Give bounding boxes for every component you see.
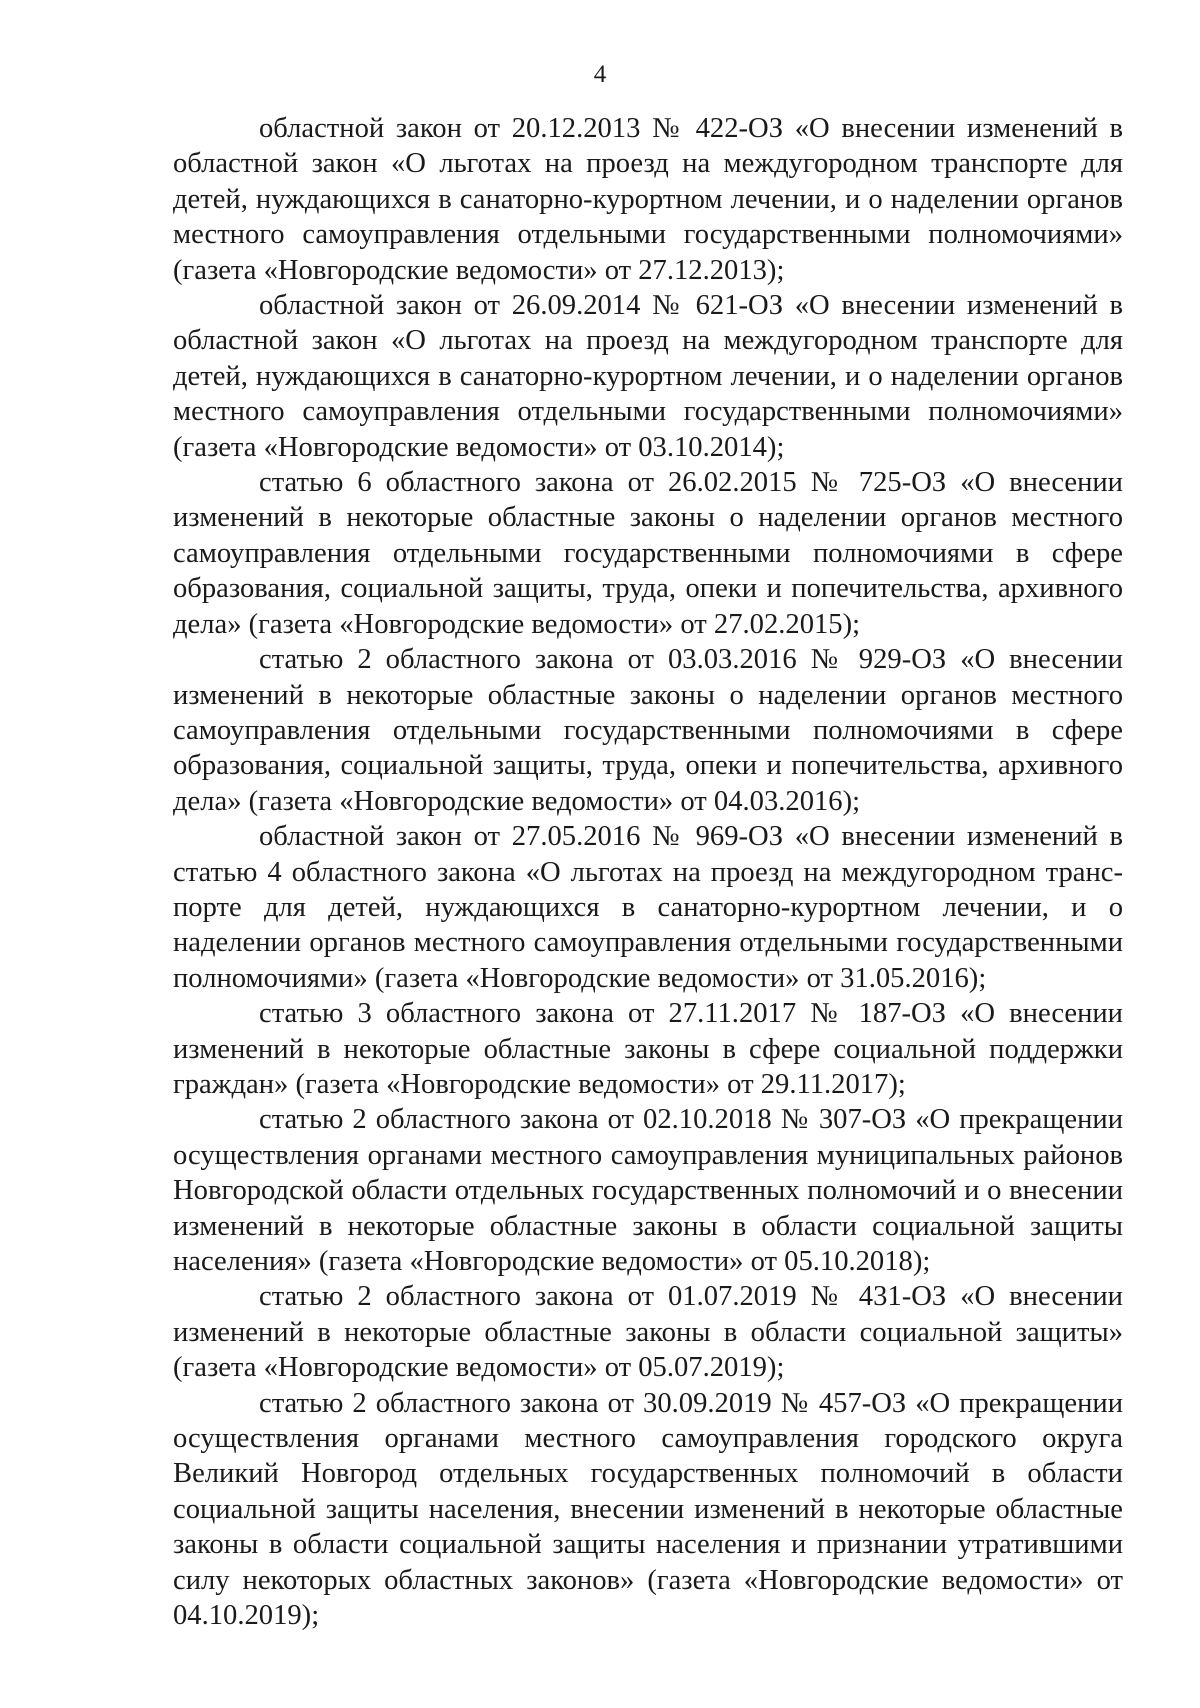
paragraph-law-307-oz: статью 2 областного закона от 02.10.2018 № 307-ОЗ «О прекращении осуществления органами местного самоуправления муниципальных районов Новгородской области отдельных государственных полномочий и о внесении изменений в некоторые областные законы в области социальной защиты населения» (газета «Новгородские ведомости» от 05.10.2018); xyxy=(173,1104,1123,1277)
paragraph-law-187-oz: статью 3 областного закона от 27.11.2017 № 187-ОЗ «О внесении изменений в некоторые областные законы в сфере социальной поддержки граждан» (газета «Новгородские ведомости» от 29.11.2017); xyxy=(173,998,1123,1100)
paragraph-law-929-oz: статью 2 областного закона от 03.03.2016 № 929-ОЗ «О внесении изменений в некоторые областные законы о наделении органов местного самоуправления отдельными государственными полномочиями в сфере образования, социальной защиты, труда, опеки и попечительства, архивного дела» (газета «Новгородские ведомости» от 04.03.2016); xyxy=(173,644,1123,817)
paragraph-law-725-oz: статью 6 областного закона от 26.02.2015 № 725-ОЗ «О внесении изменений в некоторые областные законы о наделении органов местного самоуправления отдельными государственными полномочиями в сфере образования, социальной защиты, труда, опеки и попечительства, архивного дела» (газета «Новгородские ведомости» от 27.02.2015); xyxy=(173,467,1123,640)
page-number: 4 xyxy=(593,61,607,88)
paragraph-law-621-oz: областной закон от 26.09.2014 № 621-ОЗ «О внесении изменений в областной закон «О льготах на проезд на междугородном транспорте для детей, нуждающихся в санаторно-курортном лечении, и о наделении органов местного самоуправления отдельными государственными полномочиями» (газета «Новгородские ведомости» от 03.10.2014); xyxy=(173,290,1123,463)
paragraph-law-969-oz: областной закон от 27.05.2016 № 969-ОЗ «О внесении изменений в статью 4 областного закона «О льготах на проезд на междугородном транспорте для детей, нуждающихся в санаторно-курортном лечении, и о наделении органов местного самоуправления отдельными государственными полномочиями» (газета «Новгородские ведомости» от 31.05.2016); xyxy=(173,821,1123,994)
document-body xyxy=(173,111,1123,1633)
paragraph-law-457-oz: статью 2 областного закона от 30.09.2019 № 457-ОЗ «О прекращении осуществления органами местного самоуправления городского округа Великий Новгород отдельных государственных полномочий в области социальной защиты населения, внесении изменений в некоторые областные законы в области социальной защиты населения и признании утратившими силу некоторых областных законов» (газета «Новгородские ведомости» от 04.10.2019); xyxy=(173,1387,1123,1632)
paragraph-law-431-oz: статью 2 областного закона от 01.07.2019 № 431-ОЗ «О внесении изменений в некоторые областные законы в области социальной защиты» (газета «Новгородские ведомости» от 05.07.2019); xyxy=(173,1281,1123,1384)
paragraph-law-422-oz: областной закон от 20.12.2013 № 422-ОЗ «О внесении изменений в областной закон «О льготах на проезд на междугородном транспорте для детей, нуждающихся в санаторно-курортном лечении, и о наделении органов местного самоуправления отдельными государственными полномочиями» (газета «Новгородские ведомости» от 27.12.2013); xyxy=(173,113,1123,286)
